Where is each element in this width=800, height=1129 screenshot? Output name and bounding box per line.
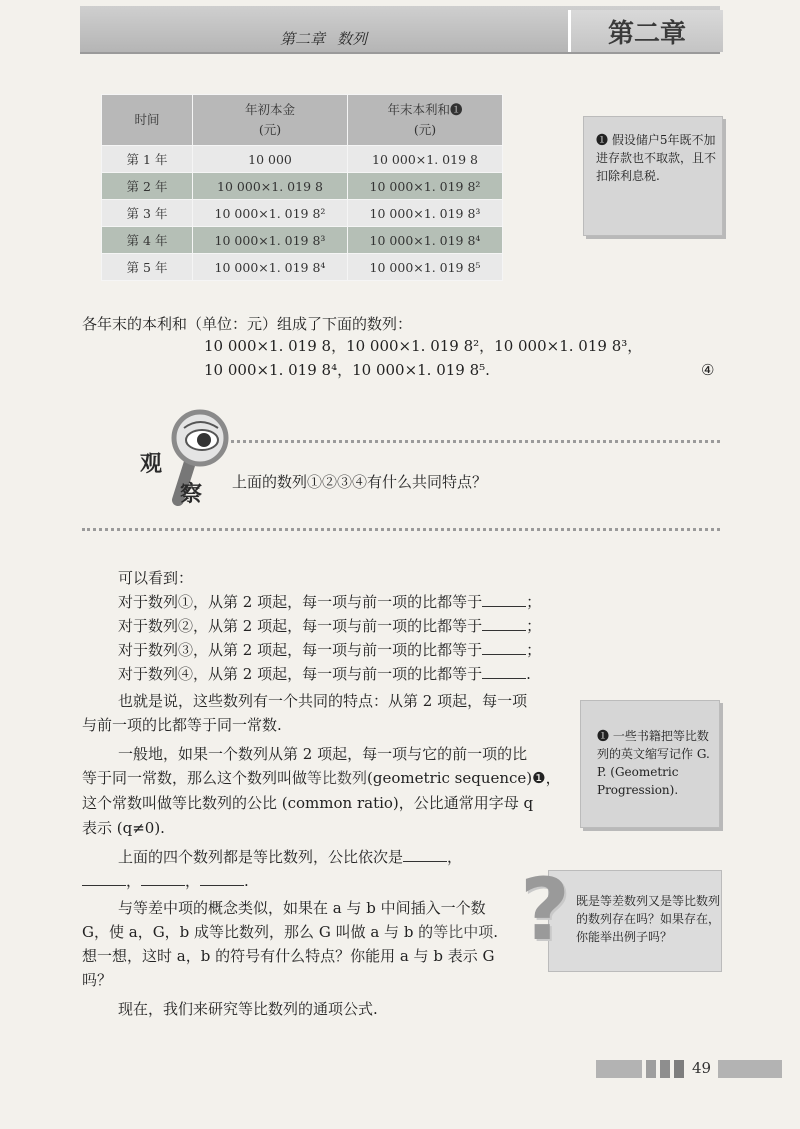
answer-blank[interactable] [482,616,526,631]
table-row: 第 4 年 10 000×1. 019 8³ 10 000×1. 019 8⁴ [102,227,503,254]
divider-bottom [82,528,720,531]
paragraph-line: 与前一项的比都等于同一常数. [82,716,282,734]
paragraph-line: 吗？ [82,971,113,989]
answer-blank[interactable] [482,592,526,607]
ratios-line-2: ， ， . [82,870,249,893]
observe-label-1: 观 [140,451,163,477]
paragraph-line: 一般地，如果一个数列从第 2 项起，每一项与它的前一项的比 [118,745,528,763]
paragraph-line: 表示 (q≠0). [82,819,165,837]
page-number: 49 [692,1059,712,1077]
answer-blank[interactable] [403,847,447,862]
table-row: 第 5 年 10 000×1. 019 8⁴ 10 000×1. 019 8⁵ [102,254,503,281]
header-cell-time: 时间 [102,95,193,146]
paragraph-line: 也就是说，这些数列有一个共同的特点：从第 2 项起，每一项 [118,692,528,710]
sequence-tag: ④ [701,361,715,379]
interest-table [101,94,503,281]
paragraph-line: 与等差中项的概念类似，如果在 a 与 b 中间插入一个数 [118,899,486,917]
answer-blank[interactable] [141,871,185,886]
term-geometric-sequence: 等比数列 [307,769,368,787]
ratios-line: 上面的四个数列都是等比数列，公比依次是 ， [118,848,463,866]
paragraph-line: 想一想，这时 a，b 的符号有什么特点？你能用 a 与 b 表示 G [82,947,495,965]
header-cell-principal: 年初本金 (元) [193,95,348,146]
answer-blank[interactable] [82,871,126,886]
sequence-1-ratio-line: 对于数列①，从第 2 项起，每一项与前一项的比都等于 ； [118,593,542,611]
intro-text: 各年末的本利和（单位：元）组成了下面的数列： [82,315,413,333]
footer-bars [596,1060,686,1078]
observe-label-2: 察 [180,481,203,507]
sequence-3-ratio-line: 对于数列③，从第 2 项起，每一项与前一项的比都等于 ； [118,641,542,659]
table-row: 第 3 年 10 000×1. 019 8² 10 000×1. 019 8³ [102,200,503,227]
table-header-row [102,95,503,146]
term-geometric-mean: 等比中项 [433,923,494,941]
can-see-text: 可以看到： [118,569,194,587]
answer-blank[interactable] [200,871,244,886]
paragraph-line: 这个常数叫做等比数列的公比 (common ratio)，公比通常用字母 q [82,794,534,812]
observe-question: 上面的数列①②③④有什么共同特点？ [232,473,488,491]
chapter-tab: 第二章 [568,10,723,52]
table-row: 第 2 年 10 000×1. 019 8 10 000×1. 019 8² [102,173,503,200]
definition-line: G，使 a，G，b 成等比数列，那么 G 叫做 a 与 b 的等比中项. [82,923,498,941]
header-cell-total: 年末本利和❶ (元) [348,95,503,146]
paragraph-line: 现在，我们来研究等比数列的通项公式. [118,1000,378,1018]
header-chapter: 第二章 [280,30,326,48]
side-note-savings: ❶ 假设储户5年既不加进存款也不取款，且不扣除利息税. [583,116,723,236]
table-row: 第 1 年 10 000 10 000×1. 019 8 [102,146,503,173]
answer-blank[interactable] [482,640,526,655]
sequence-line-2: 10 000×1. 019 8⁴，10 000×1. 019 8⁵. [204,361,490,379]
answer-blank[interactable] [482,664,526,679]
header-section: 数列 [337,30,368,48]
side-note-gp: ❶ 一些书籍把等比数列的英文缩写记作 G. P. (Geometric Progression). [580,700,720,828]
definition-line: 等于同一常数，那么这个数列叫做等比数列(geometric sequence)❶， [82,769,561,787]
sequence-2-ratio-line: 对于数列②，从第 2 项起，每一项与前一项的比都等于 ； [118,617,542,635]
question-mark-icon: ? [520,860,570,960]
running-header [280,28,367,49]
sequence-line-1: 10 000×1. 019 8，10 000×1. 019 8²，10 000×1. 019 8³， [204,337,643,355]
question-note: 既是等差数列又是等比数列的数列存在吗？如果存在，你能举出例子吗？ [576,894,721,944]
sequence-4-ratio-line: 对于数列④，从第 2 项起，每一项与前一项的比都等于 . [118,665,531,683]
footer-bar-right [718,1060,782,1078]
divider-top [214,440,720,443]
